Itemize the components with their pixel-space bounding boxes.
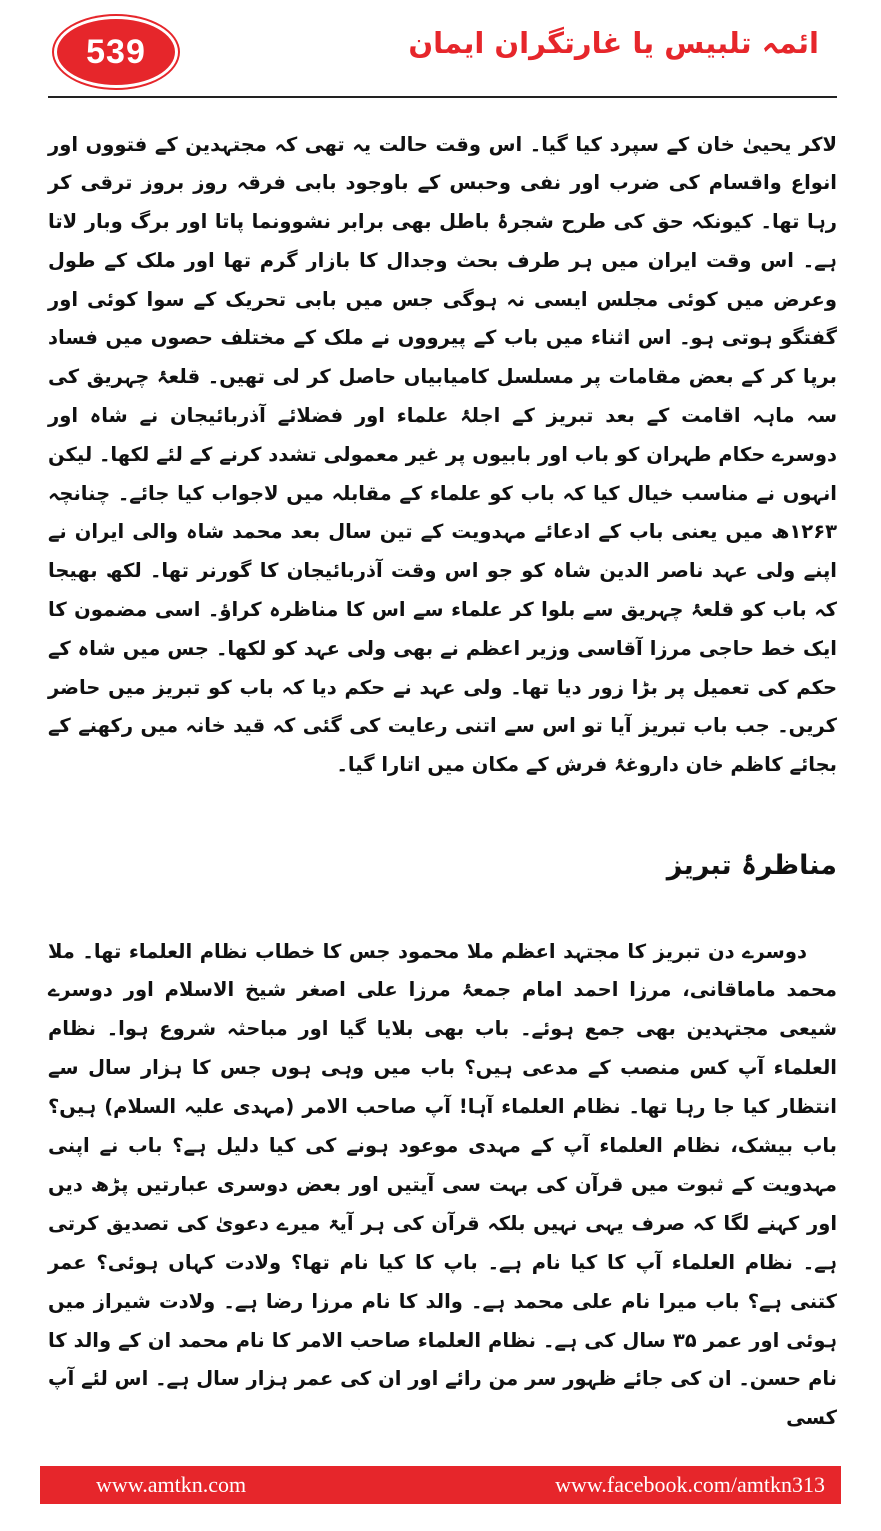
book-title: ائمہ تلبیس یا غارتگران ایمان [408, 26, 819, 60]
paragraph-1: لاکر یحییٰ خان کے سپرد کیا گیا۔ اس وقت حالت یہ تھی کہ مجتہدین کے فتووں اور انواع واقسام کی ضرب اور نفی وحبس کے باوجود بابی فرقہ روز بروز ترقی کر رہا تھا۔ کیونکہ حق کی طرح شجرۂ باطل بھی برابر نشوونما پاتا اور برگ وبار لاتا ہے۔ اس وقت ایران میں ہر طرف بحث وجدال کا بازار گرم تھا اور ملک کے طول وعرض میں کوئی مجلس ایسی نہ ہوگی جس میں بابی تحریک کے سوا کوئی اور گفتگو ہوتی ہو۔ اس اثناء میں باب کے پیرووں نے ملک کے مختلف حصوں میں فساد برپا کر کے بعض مقامات پر مسلسل کامیابیاں حاصل کر لی تھیں۔ قلعۂ چہریق کی سہ ماہہ اقامت کے بعد تبریز کے اجلۂ علماء اور فضلائے آذربائیجان نے شاہ اور دوسرے حکام طہران کو باب اور بابیوں پر غیر معمولی تشدد کرنے کے لئے لکھا۔ لیکن انہوں نے مناسب خیال کیا کہ باب کو علماء کے مقابلہ میں لاجواب کیا جائے۔ چنانچہ ۱۲۶۳ھ میں یعنی باب کے ادعائے مہدویت کے تین سال بعد محمد شاہ والی ایران نے اپنے ولی عہد ناصر الدین شاہ کو جو اس وقت آذربائیجان کا گورنر تھا۔ لکھ بھیجا کہ باب کو قلعۂ چہریق سے بلوا کر علماء سے اس کا مناظرہ کراؤ۔ اسی مضمون کا ایک خط حاجی مرزا آقاسی وزیر اعظم نے بھی ولی عہد کو لکھا۔ جس میں شاہ کے حکم کی تعمیل پر بڑا زور دیا تھا۔ ولی عہد نے حکم دیا کہ باب کو تبریز میں حاضر کریں۔ جب باب تبریز آیا تو اس سے اتنی رعایت کی گئی کہ قید خانہ میں رکھنے کے بجائے کاظم خان داروغۂ فرش کے مکان میں اتارا گیا۔ [48, 132, 837, 777]
footer-facebook-link[interactable]: www.facebook.com/amtkn313 [555, 1472, 825, 1497]
header-divider [48, 96, 837, 98]
page-number-badge [54, 16, 178, 88]
section-heading: مناظرۂ تبریز [666, 850, 837, 881]
paragraph-2: دوسرے دن تبریز کا مجتہد اعظم ملا محمود جس کا خطاب نظام العلماء تھا۔ ملا محمد ماماقانی، مرزا احمد امام جمعۂ مرزا علی اصغر شیخ الاسلام اور دوسرے شیعی مجتہدین بھی جمع ہوئے۔ باب بھی بلایا گیا اور مباحثہ شروع ہوا۔ نظام العلماء آپ کس منصب کے مدعی ہیں؟ باب میں وہی ہوں جس کا ہزار سال سے انتظار کیا جا رہا تھا۔ نظام العلماء آہا! آپ صاحب الامر (مہدی علیہ السلام) ہیں؟ باب بیشک، نظام العلماء آپ کے مہدی موعود ہونے کی کیا دلیل ہے؟ باب نے اپنی مہدویت کے ثبوت میں قرآن کی بہت سی آیتیں اور بعض دوسری عبارتیں پڑھ دیں اور کہنے لگا کہ صرف یہی نہیں بلکہ قرآن کی ہر آیۃ میرے دعویٰ کی تصدیق کرتی ہے۔ نظام العلماء آپ کا کیا نام ہے۔ باپ کا کیا نام تھا؟ ولادت کہاں ہوئی؟ عمر کتنی ہے؟ باب میرا نام علی محمد ہے۔ والد کا نام مرزا رضا ہے۔ ولادت شیراز میں ہوئی اور عمر ۳۵ سال کی ہے۔ نظام العلماء صاحب الامر کا نام محمد ان کے والد کا نام حسن۔ ان کی جائے ظہور سر من رائے اور ان کی عمر ہزار سال ہے۔ اس لئے آپ کسی [48, 939, 838, 1430]
page-number: 539 [86, 32, 146, 71]
footer-website-link[interactable]: www.amtkn.com [96, 1472, 247, 1497]
footer-bar [40, 1466, 841, 1504]
